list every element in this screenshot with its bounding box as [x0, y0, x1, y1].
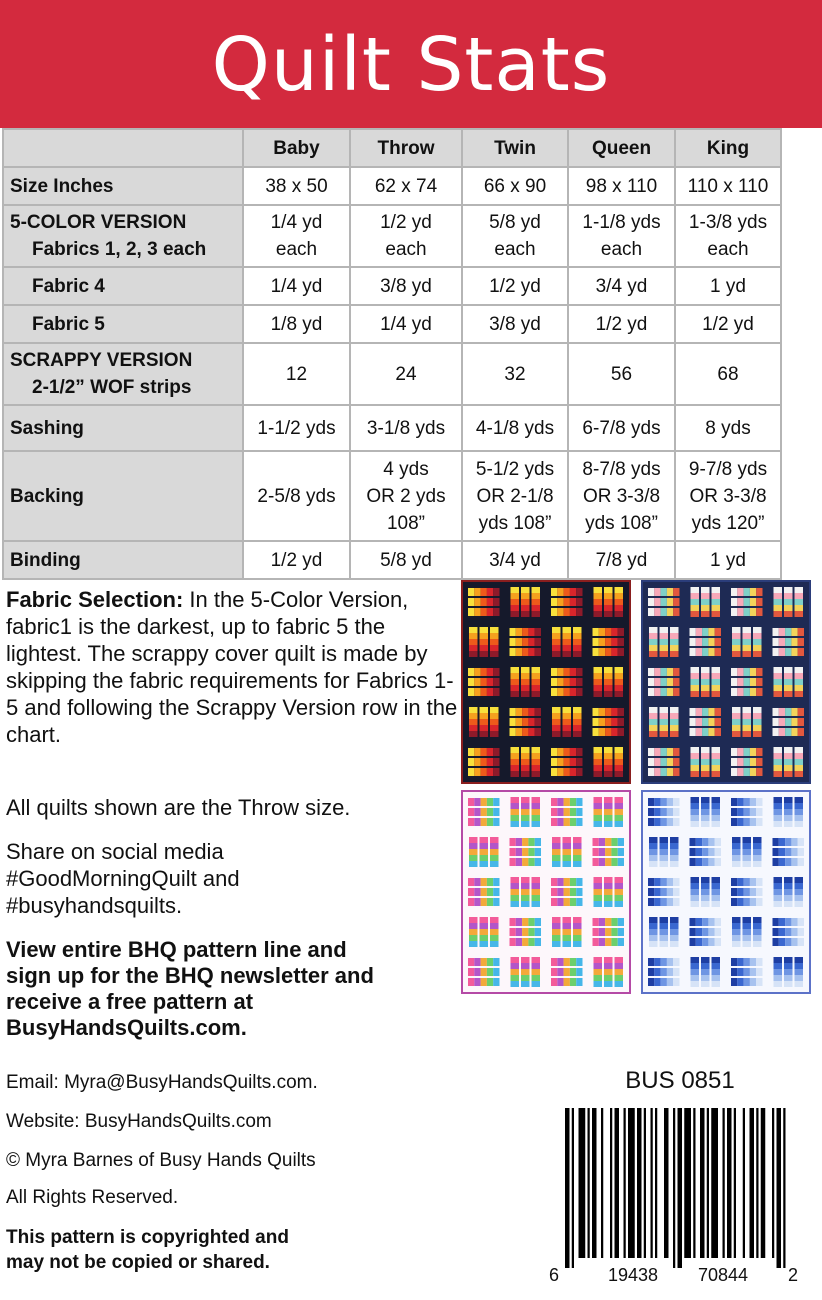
copyright-line: © Myra Barnes of Busy Hands Quilts	[6, 1150, 316, 1171]
copyright-notice-line: This pattern is copyrighted and	[6, 1227, 289, 1248]
row-label-text: Size Inches	[10, 175, 114, 197]
sku-code: BUS 0851	[625, 1067, 735, 1094]
quilt-stats-table	[2, 128, 782, 580]
table-cell: 9-7/8 yds OR 3-3/8 yds 120”	[675, 451, 781, 541]
barcode-digits: 70844	[697, 1265, 749, 1285]
table-row	[3, 205, 781, 267]
barcode	[565, 1108, 790, 1268]
row-label	[3, 405, 243, 451]
table-cell: 5-1/2 yds OR 2-1/8 yds 108”	[462, 451, 568, 541]
table-cell: 4 yds OR 2 yds 108”	[350, 451, 462, 541]
row-sublabel-text: 2-1/2” WOF strips	[32, 377, 192, 398]
row-label	[3, 541, 243, 579]
view-line: receive a free pattern at	[6, 989, 254, 1014]
column-header: Queen	[568, 129, 675, 167]
table-cell: 110 x 110	[675, 167, 781, 205]
row-label-text: Binding	[10, 549, 81, 571]
row-label	[3, 205, 243, 267]
table-cell: 2-5/8 yds	[243, 451, 350, 541]
table-cell: 1-1/2 yds	[243, 405, 350, 451]
table-cell: 8-7/8 yds OR 3-3/8 yds 108”	[568, 451, 675, 541]
table-cell: 38 x 50	[243, 167, 350, 205]
table-cell: 1/4 yd each	[243, 205, 350, 267]
table-row	[3, 343, 781, 405]
website-line[interactable]: Website: BusyHandsQuilts.com	[6, 1111, 272, 1132]
column-header: Throw	[350, 129, 462, 167]
table-cell: 1/2 yd	[568, 305, 675, 343]
share-line: #GoodMorningQuilt and	[6, 866, 240, 891]
table-cell: 1-3/8 yds each	[675, 205, 781, 267]
table-cell: 32	[462, 343, 568, 405]
table-row	[3, 305, 781, 343]
share-line: Share on social media	[6, 839, 224, 864]
row-label	[3, 167, 243, 205]
row-label-text: Fabric 5	[32, 313, 105, 335]
fabric-selection-text: In the 5-Color Version, fabric1 is the darkest, up to fabric 5 the lightest. The scrappy cover quilt is made by skipping the fabric requirements for Fabrics 1-5 and following the Scrappy Version row in the chart.	[6, 587, 458, 747]
table-cell: 8 yds	[675, 405, 781, 451]
row-label-text: Sashing	[10, 417, 84, 439]
row-sublabel-text: Fabrics 1, 2, 3 each	[32, 239, 207, 260]
table-header-row	[3, 129, 781, 167]
column-header: King	[675, 129, 781, 167]
row-label-text: Backing	[10, 485, 84, 507]
row-label	[3, 305, 243, 343]
throw-size-note: All quilts shown are the Throw size.	[6, 795, 351, 820]
barcode-digits: 19438	[607, 1265, 659, 1285]
copyright-notice-line: may not be copied or shared.	[6, 1252, 270, 1273]
view-line: View entire BHQ pattern line and	[6, 937, 347, 962]
row-label	[3, 451, 243, 541]
table-cell: 68	[675, 343, 781, 405]
row-label-text: 5-COLOR VERSION	[10, 212, 187, 233]
table-row	[3, 451, 781, 541]
table-cell: 62 x 74	[350, 167, 462, 205]
column-header: Baby	[243, 129, 350, 167]
website-link[interactable]: BusyHandsQuilts.com.	[6, 1015, 247, 1040]
row-label-text: SCRAPPY VERSION	[10, 350, 193, 371]
table-cell: 3/4 yd	[568, 267, 675, 305]
table-row	[3, 167, 781, 205]
table-cell: 1/4 yd	[243, 267, 350, 305]
table-cell: 3-1/8 yds	[350, 405, 462, 451]
table-cell: 6-7/8 yds	[568, 405, 675, 451]
table-cell: 56	[568, 343, 675, 405]
table-cell: 1 yd	[675, 267, 781, 305]
table-cell: 3/8 yd	[462, 305, 568, 343]
rights-line: All Rights Reserved.	[6, 1187, 179, 1208]
table-corner-cell	[3, 129, 243, 167]
table-cell: 1 yd	[675, 541, 781, 579]
share-line: #busyhandsquilts.	[6, 893, 183, 918]
quilt-image-dark	[461, 580, 631, 784]
table-row	[3, 267, 781, 305]
barcode-digit: 2	[788, 1265, 799, 1285]
view-line: sign up for the BHQ newsletter and	[6, 963, 374, 988]
table-cell: 5/8 yd	[350, 541, 462, 579]
fabric-selection-paragraph	[6, 586, 461, 748]
table-cell: 66 x 90	[462, 167, 568, 205]
table-cell: 1/2 yd each	[350, 205, 462, 267]
quilt-image-scrappy	[461, 790, 631, 994]
table-row	[3, 405, 781, 451]
title-banner	[0, 0, 822, 128]
table-cell: 5/8 yd each	[462, 205, 568, 267]
copyright-notice	[6, 1225, 461, 1275]
table-cell: 3/4 yd	[462, 541, 568, 579]
row-label	[3, 267, 243, 305]
table-cell: 3/8 yd	[350, 267, 462, 305]
row-label-text: Fabric 4	[32, 275, 105, 297]
fabric-selection-label: Fabric Selection:	[6, 587, 184, 612]
table-cell: 12	[243, 343, 350, 405]
row-label	[3, 343, 243, 405]
table-cell: 1/2 yd	[675, 305, 781, 343]
column-header: Twin	[462, 129, 568, 167]
quilt-image-blue	[641, 790, 811, 994]
table-cell: 24	[350, 343, 462, 405]
pattern-line-paragraph	[6, 937, 461, 1041]
email-line[interactable]: Email: Myra@BusyHandsQuilts.com.	[6, 1072, 318, 1093]
table-cell: 98 x 110	[568, 167, 675, 205]
quilt-image-navy	[641, 580, 811, 784]
table-cell: 7/8 yd	[568, 541, 675, 579]
barcode-digit: 6	[549, 1265, 560, 1285]
table-cell: 1/8 yd	[243, 305, 350, 343]
table-cell: 1/2 yd	[462, 267, 568, 305]
table-cell: 1-1/8 yds each	[568, 205, 675, 267]
table-row	[3, 541, 781, 579]
table-cell: 4-1/8 yds	[462, 405, 568, 451]
table-cell: 1/2 yd	[243, 541, 350, 579]
page-title: Quilt Stats	[211, 22, 611, 108]
share-paragraph	[6, 838, 461, 919]
table-cell: 1/4 yd	[350, 305, 462, 343]
